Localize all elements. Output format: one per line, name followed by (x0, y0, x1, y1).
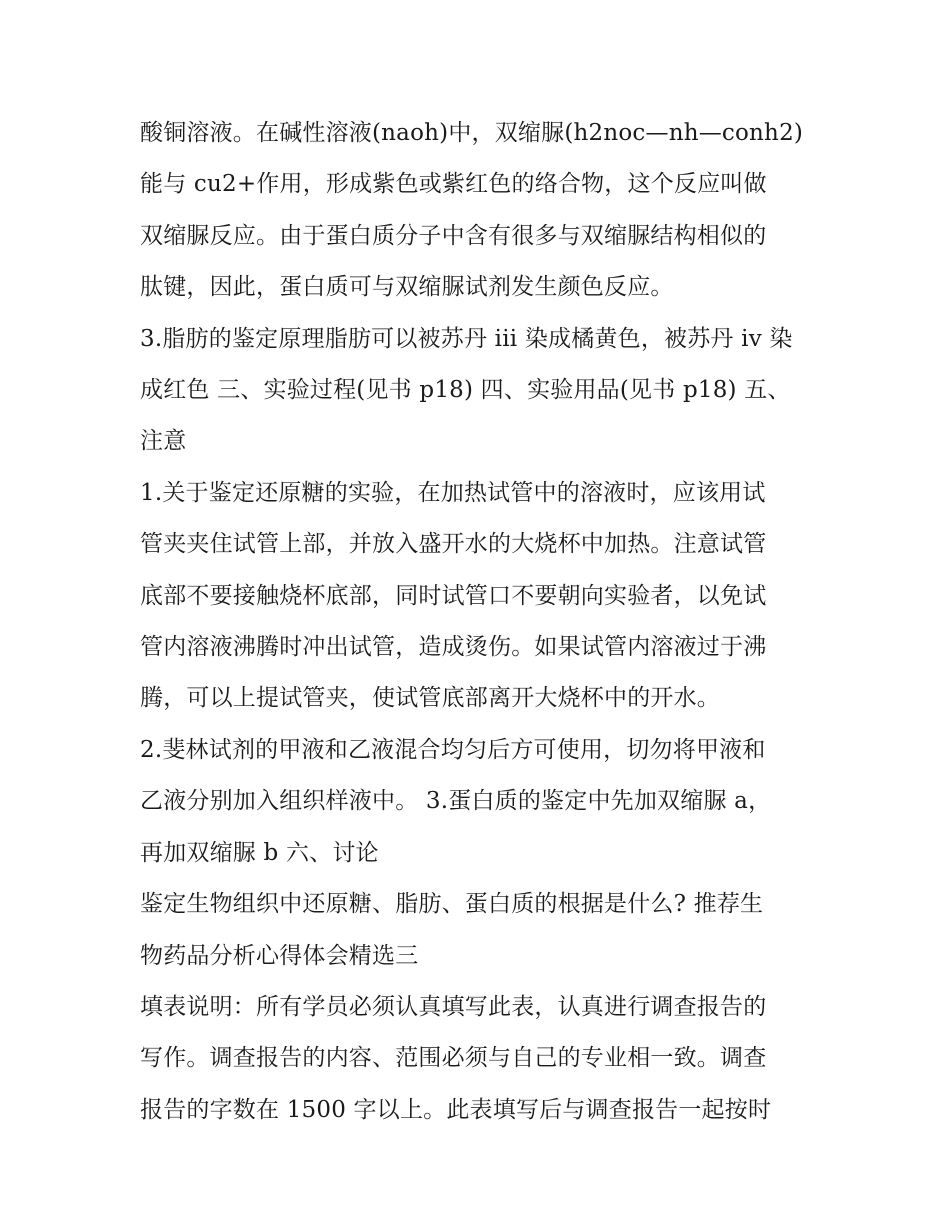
text-line: 3.脂肪的鉴定原理脂肪可以被苏丹 iii 染成橘黄色，被苏丹 iv 染 (140, 325, 793, 352)
text-line: 写作。调查报告的内容、范围必须与自己的专业相一致。调查 (140, 1045, 767, 1072)
text-line: 管内溶液沸腾时冲出试管，造成烫伤。如果试管内溶液过于沸 (140, 634, 767, 661)
text-line: 2.斐林试剂的甲液和乙液混合均匀后方可使用，切勿将甲液和 (140, 736, 766, 763)
text-line: 1.关于鉴定还原糖的实验，在加热试管中的溶液时，应该用试 (140, 479, 766, 506)
text-line: 报告的字数在 1500 字以上。此表填写后与调查报告一起按时 (140, 1096, 772, 1123)
text-line: 物药品分析心得体会精选三 (140, 942, 419, 969)
document-body (140, 108, 820, 1136)
text-line: 能与 cu2+作用，形成紫色或紫红色的络合物，这个反应叫做 (140, 171, 767, 198)
text-line: 酸铜溶液。在碱性溶液(naoh)中，双缩脲(h2noc—nh—conh2) (140, 120, 804, 146)
text-line: 腾，可以上提试管夹，使试管底部离开大烧杯中的开水。 (140, 685, 720, 712)
text-line: 填表说明：所有学员必须认真填写此表，认真进行调查报告的 (140, 993, 767, 1020)
text-line: 成红色 三、实验过程(见书 p18) 四、实验用品(见书 p18) 五、 (140, 377, 791, 404)
text-line: 注意 (140, 428, 187, 455)
text-line: 底部不要接触烧杯底部，同时试管口不要朝向实验者，以免试 (140, 582, 767, 609)
text-line: 管夹夹住试管上部，并放入盛开水的大烧杯中加热。注意试管 (140, 531, 767, 558)
text-line: 双缩脲反应。由于蛋白质分子中含有很多与双缩脲结构相似的 (140, 222, 767, 249)
text-line: 再加双缩脲 b 六、讨论 (140, 839, 379, 866)
text-line: 鉴定生物组织中还原糖、脂肪、蛋白质的根据是什么? 推荐生 (140, 891, 764, 918)
text-line: 肽键，因此，蛋白质可与双缩脲试剂发生颜色反应。 (140, 274, 674, 301)
text-line: 乙液分别加入组织样液中。 3.蛋白质的鉴定中先加双缩脲 a， (140, 788, 772, 815)
